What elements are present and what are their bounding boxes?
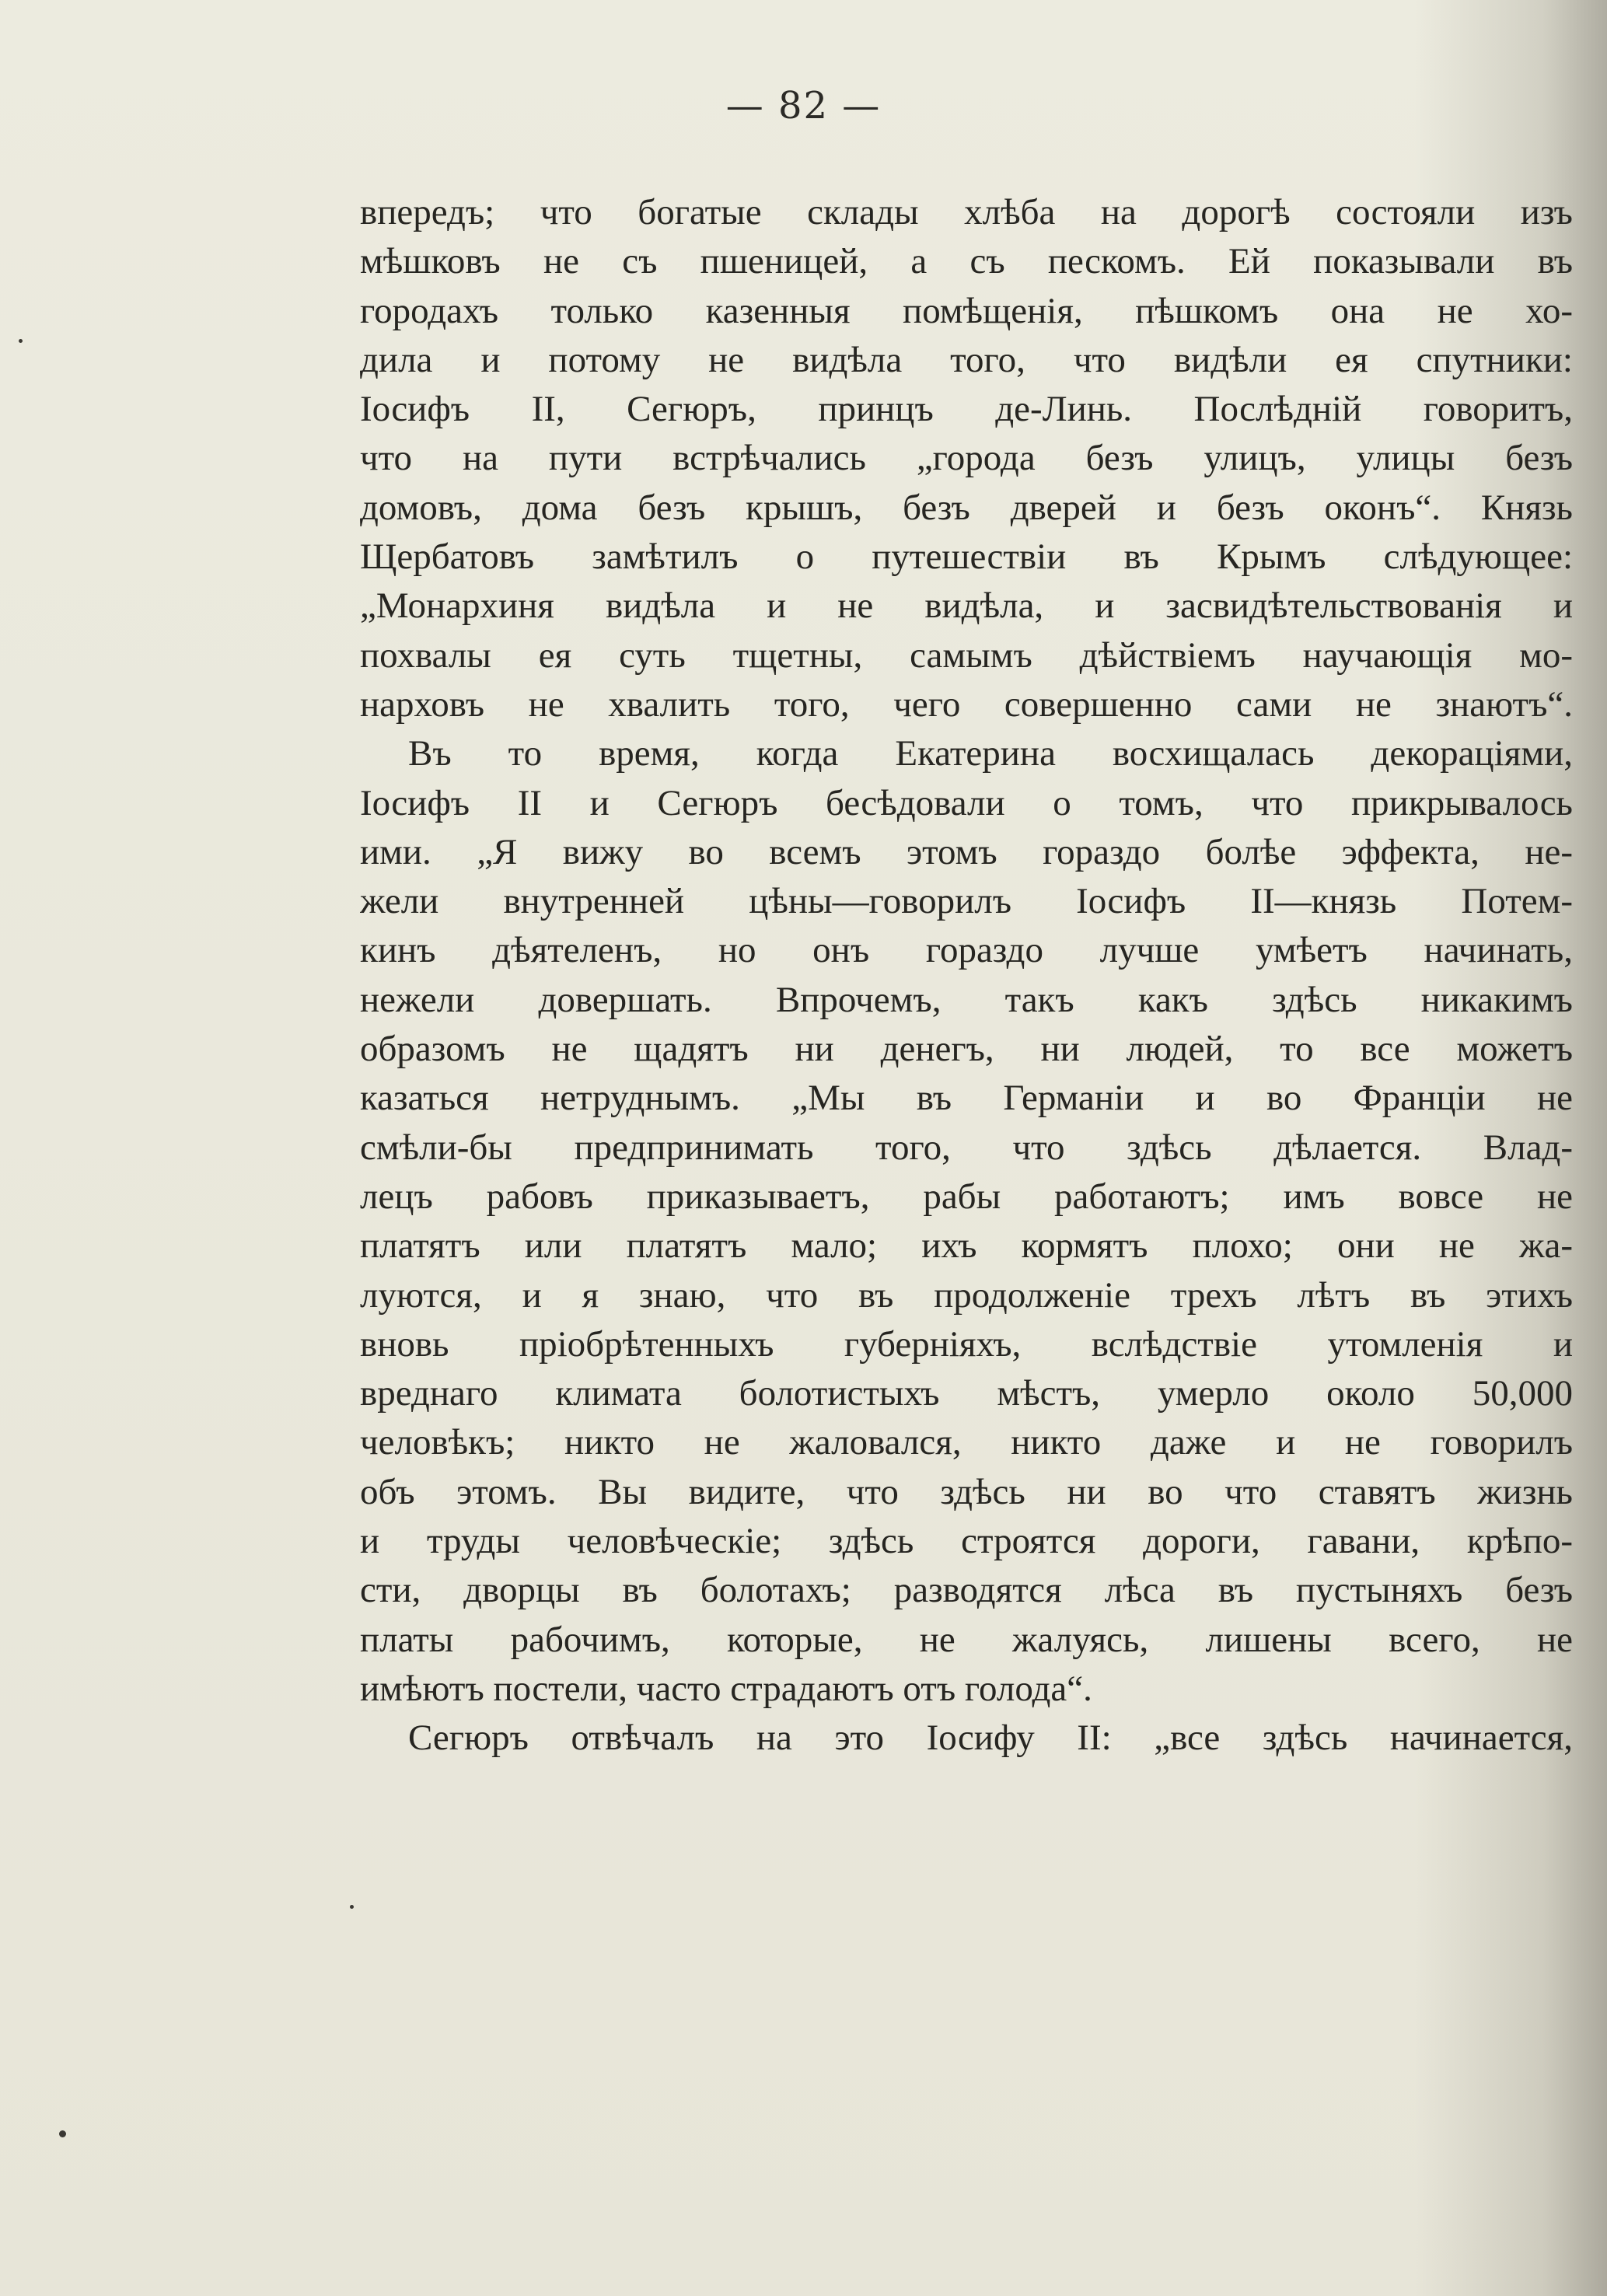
- text-line: дила и потому не видѣла того, что видѣли ея спутники:: [360, 339, 1573, 380]
- text-line: Въ то время, когда Екатерина восхищалась декораціями,: [408, 733, 1573, 774]
- paper-speck: [59, 2130, 66, 2137]
- text-line: Іосифъ II и Сегюръ бесѣдовали о томъ, что прикрывалось: [360, 782, 1573, 823]
- text-line: казаться нетруднымъ. „Мы въ Германіи и во Франціи не: [360, 1078, 1573, 1119]
- text-line: впередъ; что богатые склады хлѣба на дорогѣ состояли изъ: [360, 192, 1573, 232]
- text-line: вреднаго климата болотистыхъ мѣстъ, умерло около 50,000: [360, 1373, 1573, 1414]
- text-line: смѣли-бы предпринимать того, что здѣсь дѣлается. Влад-: [360, 1127, 1573, 1168]
- text-line: городахъ только казенныя помѣщенія, пѣшкомъ она не хо-: [360, 290, 1573, 331]
- text-line: нарховъ не хвалить того, чего совершенно сами не знаютъ“.: [360, 683, 1573, 725]
- text-line: образомъ не щадятъ ни денегъ, ни людей, то все можетъ: [360, 1029, 1573, 1070]
- paper-speck: [19, 339, 23, 343]
- text-line: вновь пріобрѣтенныхъ губерніяхъ, вслѣдствіе утомленія и: [360, 1323, 1573, 1365]
- text-line: мѣшковъ не съ пшеницей, а съ пескомъ. Ей показывали въ: [360, 241, 1573, 282]
- text-line: человѣкъ; никто не жаловался, никто даже и не говорилъ: [360, 1422, 1573, 1463]
- body-text: [360, 188, 1573, 1763]
- text-line: платятъ или платятъ мало; ихъ кормятъ плохо; они не жа-: [360, 1225, 1573, 1267]
- text-line: кинъ дѣятеленъ, но онъ гораздо лучше умѣетъ начинать,: [360, 930, 1573, 971]
- text-line: похвалы ея суть тщетны, самымъ дѣйствіемъ научающія мо-: [360, 634, 1573, 676]
- paper-speck: [350, 1905, 354, 1909]
- text-line: ими. „Я вижу во всемъ этомъ гораздо болѣе эффекта, не-: [360, 831, 1573, 872]
- text-line: Іосифъ II, Сегюръ, принцъ де-Линь. Послѣдній говоритъ,: [360, 389, 1573, 430]
- text-line: жели внутренней цѣны—говорилъ Іосифъ II—князь Потем-: [360, 881, 1573, 922]
- text-line: имѣютъ постели, часто страдаютъ отъ голода“.: [360, 1668, 1092, 1709]
- page-number: — 82 —: [725, 84, 882, 128]
- text-line: Сегюръ отвѣчалъ на это Іосифу II: „все здѣсь начинается,: [408, 1718, 1573, 1759]
- text-line: что на пути встрѣчались „города безъ улицъ, улицы безъ: [360, 438, 1573, 479]
- text-line: лецъ рабовъ приказываетъ, рабы работаютъ; имъ вовсе не: [360, 1176, 1573, 1217]
- text-line: объ этомъ. Вы видите, что здѣсь ни во что ставятъ жизнь: [360, 1471, 1573, 1512]
- text-line: луются, и я знаю, что въ продолженіе трехъ лѣтъ въ этихъ: [360, 1274, 1573, 1316]
- text-line: нежели довершать. Впрочемъ, такъ какъ здѣсь никакимъ: [360, 979, 1573, 1020]
- text-line: платы рабочимъ, которые, не жалуясь, лишены всего, не: [360, 1619, 1573, 1660]
- text-line: домовъ, дома безъ крышъ, безъ дверей и безъ оконъ“. Князь: [360, 487, 1573, 528]
- text-line: Щербатовъ замѣтилъ о путешествіи въ Крымъ слѣдующее:: [360, 536, 1573, 578]
- text-line: „Монархиня видѣла и не видѣла, и засвидѣтельствованія и: [360, 585, 1573, 627]
- text-line: и труды человѣческіе; здѣсь строятся дороги, гавани, крѣпо-: [360, 1521, 1573, 1562]
- text-line: сти, дворцы въ болотахъ; разводятся лѣса въ пустыняхъ безъ: [360, 1570, 1573, 1611]
